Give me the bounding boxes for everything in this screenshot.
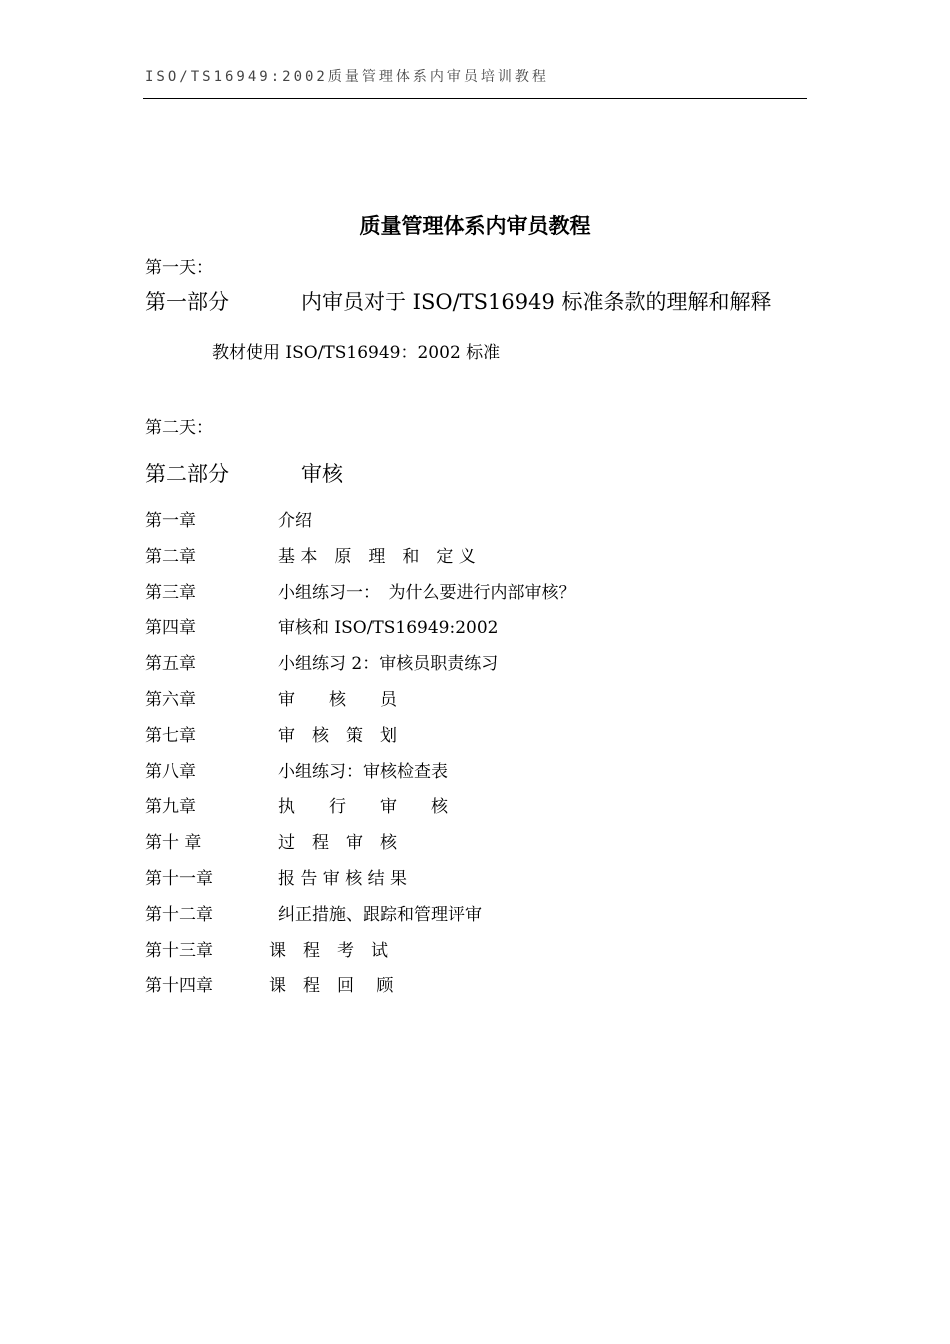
chapter-title: 审 核 策 划 [278, 725, 397, 746]
list-item [145, 578, 745, 614]
list-item [145, 900, 745, 936]
chapter-number: 第十四章 [145, 976, 213, 997]
list-item [145, 721, 745, 757]
list-item [145, 757, 745, 793]
list-item [145, 542, 745, 578]
chapter-number: 第一章 [145, 511, 196, 531]
chapter-title: 纠正措施、跟踪和管理评审 [278, 904, 482, 925]
running-header: ISO/TS16949:2002质量管理体系内审员培训教程 [145, 69, 549, 85]
chapter-number: 第二章 [145, 546, 196, 567]
part-one-description: 内审员对于 ISO/TS16949 标准条款的理解和解释 [301, 290, 772, 314]
chapter-number: 第四章 [145, 618, 196, 639]
list-item [145, 649, 745, 685]
chapter-number: 第五章 [145, 654, 196, 675]
chapter-number: 第十三章 [145, 940, 213, 961]
list-item [145, 506, 745, 542]
part-two-description: 审核 [301, 462, 343, 486]
chapter-number: 第三章 [145, 582, 196, 603]
day-one-label: 第一天： [145, 258, 213, 278]
chapter-title: 课 程 考 试 [269, 940, 388, 961]
chapter-number: 第七章 [145, 725, 196, 746]
list-item [145, 936, 745, 972]
part-one-name: 第一部分 [145, 290, 229, 314]
chapter-title: 课 程 回 顾 [269, 976, 394, 997]
day-two-label: 第二天： [145, 418, 213, 438]
chapter-list [145, 506, 745, 1007]
list-item [145, 828, 745, 864]
header-rule [143, 98, 807, 99]
chapter-number: 第六章 [145, 689, 196, 710]
chapter-title: 过 程 审 核 [278, 833, 397, 854]
list-item [145, 864, 745, 900]
chapter-title: 介绍 [278, 511, 312, 531]
list-item [145, 685, 745, 721]
chapter-number: 第十一章 [145, 868, 213, 889]
chapter-title: 小组练习一： 为什么要进行内部审核？ [278, 582, 576, 603]
chapter-title: 报 告 审 核 结 果 [278, 868, 408, 889]
chapter-title: 基 本 原 理 和 定 义 [278, 546, 476, 567]
chapter-number: 第十 章 [145, 833, 202, 854]
part-two-name: 第二部分 [145, 462, 229, 486]
chapter-title: 小组练习 2：审核员职责练习 [278, 654, 499, 675]
chapter-number: 第八章 [145, 761, 196, 782]
chapter-title: 执 行 审 核 [278, 797, 448, 818]
chapter-title: 审 核 员 [278, 689, 397, 710]
list-item [145, 971, 745, 1007]
chapter-number: 第十二章 [145, 904, 213, 925]
material-note: 教材使用 ISO/TS16949：2002 标准 [212, 343, 501, 363]
list-item [145, 792, 745, 828]
chapter-title: 小组练习：审核检查表 [278, 761, 448, 782]
document-title: 质量管理体系内审员教程 [359, 213, 591, 238]
chapter-number: 第九章 [145, 797, 196, 818]
chapter-title: 审核和 ISO/TS16949:2002 [278, 618, 499, 639]
list-item [145, 613, 745, 649]
